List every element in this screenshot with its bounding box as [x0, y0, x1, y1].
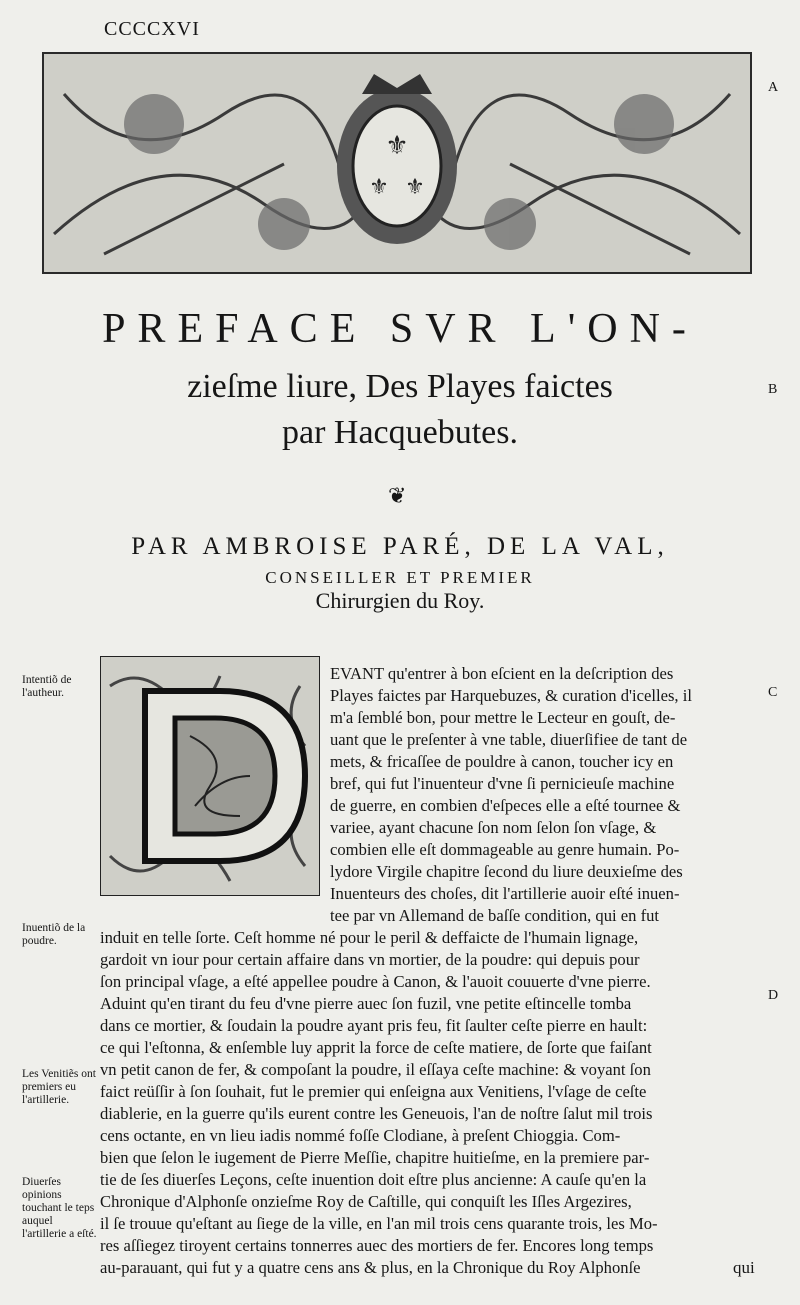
body-line: vn petit canon de fer, & compoſant la poudre, il eſſaya ceſte machine: & voyant ſon: [100, 1060, 651, 1079]
title-line-1: PREFACE SVR L'ON-: [102, 306, 698, 352]
historiated-initial-d-icon: [100, 656, 320, 896]
margin-letter-a: A: [768, 80, 779, 95]
svg-text:⚜: ⚜: [405, 174, 425, 199]
byline-title: CONSEILLER ET PREMIER: [265, 568, 535, 587]
body-line: m'a ſemblé bon, pour mettre le Lecteur en gouſt, de-: [330, 708, 676, 727]
title-line-2: zieſme liure, Des Playes faictes: [187, 368, 613, 405]
margin-letter-b: B: [768, 382, 778, 397]
body-line: il ſe trouue qu'eſtant au ſiege de la ville, en l'an mil trois cens quarante trois, les Mo-: [100, 1214, 658, 1233]
body-line: gardoit vn iour pour certain affaire dans vn mortier, de la poudre: qui depuis pour: [100, 950, 640, 969]
body-line: au-parauant, qui fut y a quatre cens ans & plus, en la Chronique du Roy Alphonſe: [100, 1258, 641, 1277]
folio-number: CCCCXVI: [104, 18, 200, 40]
headpiece-ornament-icon: [42, 52, 752, 274]
body-line: diablerie, en la guerre qu'ils eurent contre les Geneuois, l'an de noſtre ſalut mil trois: [100, 1104, 653, 1123]
catchword: qui: [733, 1258, 755, 1277]
body-line: de guerre, en combien d'eſpeces elle a eſté tournee &: [330, 796, 681, 815]
svg-text:⚜: ⚜: [369, 174, 389, 199]
body-line: res aſſiegez tiroyent certains tonnerres auec des mortiers de fer. Encores long temps: [100, 1236, 654, 1255]
body-line: variee, ayant chacune ſon nom ſelon ſon vſage, &: [330, 818, 657, 837]
svg-text:⚜: ⚜: [385, 131, 409, 160]
side-note-opinions: Diuerſes opinions touchant le teps auquel l'artillerie a eſté.: [22, 1176, 97, 1240]
side-note-intention: Intentiõ de l'autheur.: [22, 674, 72, 699]
body-line: induit en telle ſorte. Ceſt homme né pour le peril & deffaicte de l'humain lignage,: [100, 928, 639, 947]
body-line: ce qui l'eſtonna, & enſemble luy apprit la force de ceſte matiere, de ſorte que faiſant: [100, 1038, 652, 1057]
body-line: cens octante, en vn lieu iadis nommé foſſe Clodiane, à preſent Chioggia. Com-: [100, 1126, 621, 1145]
margin-letter-c: C: [768, 685, 778, 700]
body-line: bien que ſelon le iugement de Pierre Meſſie, chapitre huitieſme, en la premiere par-: [100, 1148, 650, 1167]
byline-office: Chirurgien du Roy.: [315, 588, 485, 613]
title-line-3: par Hacquebutes.: [281, 414, 518, 451]
byline-author: PAR AMBROISE PARÉ, DE LA VAL,: [131, 533, 669, 560]
body-line: EVANT qu'entrer à bon eſcient en la deſcription des: [330, 664, 674, 683]
body-line: lydore Virgile chapitre ſecond du liure deuxieſme des: [330, 862, 683, 881]
body-line: Inuenteurs des choſes, dit l'artillerie auoir eſté inuen-: [330, 884, 680, 903]
body-line: faict reüſſir à ſon ſouhait, fut le premier qui enſeigna aux Venitiens, l'vſage de ceſte: [100, 1082, 647, 1101]
body-line: ſon principal vſage, a eſté appellee poudre à Canon, & l'auoit couuerte d'vne pierre.: [100, 972, 651, 991]
body-line: Playes faictes par Harquebuzes, & curation d'icelles, il: [330, 686, 692, 705]
margin-letter-d: D: [768, 988, 779, 1003]
body-line: uant que le preſenter à vne table, diuerſifiee de tant de: [330, 730, 688, 749]
body-line: dans ce mortier, & ſoudain la poudre ayant pris feu, fit ſaulter ceſte pierre en hault:: [100, 1016, 648, 1035]
body-line: Chronique d'Alphonſe onzieſme Roy de Caſtille, qui conquiſt les Iſles Argezires,: [100, 1192, 632, 1211]
side-note-venitians: Les Venitiẽs ont premiers eu l'artillerie.: [22, 1068, 96, 1106]
body-line: Aduint qu'en tirant du feu d'vne pierre auec ſon fuzil, vne petite eſtincelle tomba: [100, 994, 632, 1013]
body-line: mets, & fricaſſee de pouldre à canon, toucher icy en: [330, 752, 674, 771]
body-line: combien elle eſt dommageable au genre humain. Po-: [330, 840, 680, 859]
side-note-invention: Inuentiõ de la poudre.: [22, 922, 86, 947]
body-line: tee par vn Allemand de baſſe condition, qui en fut: [330, 906, 660, 925]
body-line: tie de ſes diuerſes Leçons, ceſte inuention doit eſtre plus ancienne: A cauſe qu'en la: [100, 1170, 647, 1189]
fleuron-icon: ❦: [388, 483, 407, 508]
body-line: bref, qui fut l'inuenteur d'vne ſi pernicieuſe machine: [330, 774, 675, 793]
